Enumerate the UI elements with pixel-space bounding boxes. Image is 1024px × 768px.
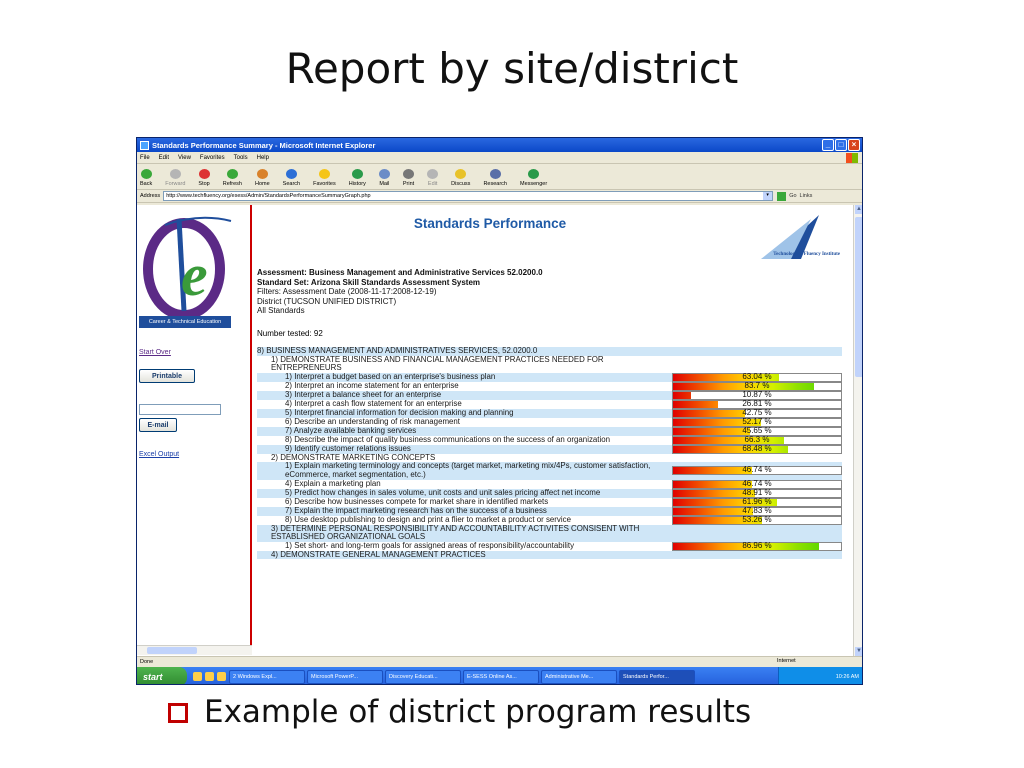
bullet-icon: [168, 703, 188, 723]
menu-item-file[interactable]: File: [140, 154, 150, 161]
standard-label: 1) Explain marketing terminology and concepts (target market, marketing mix/4Ps, customer satisfaction, eCommerce, market segmentation, etc.): [285, 461, 651, 479]
minimize-button[interactable]: _: [822, 139, 834, 151]
status-text: Done: [140, 659, 154, 665]
mail-icon: [379, 169, 390, 179]
messenger-button[interactable]: [520, 169, 547, 187]
address-url: http://www.techfluency.org/esess/Admin/StandardsPerformanceSummaryGraph.php: [166, 193, 371, 199]
vertical-scrollbar[interactable]: [853, 205, 863, 656]
left-panel: [137, 205, 252, 645]
refresh-icon: [227, 169, 238, 179]
slide-title: Report by site/district: [285, 44, 739, 93]
menu-item-edit[interactable]: Edit: [158, 154, 170, 161]
page-content: [137, 205, 863, 656]
status-bar: [137, 656, 863, 667]
standard-label: 9) Identify customer relations issues: [285, 443, 411, 453]
toolbar-label: Home: [255, 181, 270, 187]
taskbar: [137, 667, 863, 685]
toolbar-label: Discuss: [451, 181, 471, 187]
all-standards-line: All Standards: [257, 306, 305, 316]
links-button[interactable]: Links: [799, 193, 813, 199]
standard-label: 1) Interpret a budget based on an enterprise's business plan: [285, 371, 496, 381]
standard-label: 1) DEMONSTRATE BUSINESS AND FINANCIAL MANAGEMENT PRACTICES NEEDED FOR ENTREPRENEURS: [271, 354, 604, 373]
score-label: 66.3 %: [744, 434, 770, 444]
window-title: Standards Performance Summary - Microsoft Internet Explorer: [152, 140, 376, 150]
excel-output-link[interactable]: Excel Output: [139, 451, 180, 458]
edit-icon: [427, 169, 438, 179]
toolbar-label: Print: [402, 181, 415, 187]
standard-label: 3) Interpret a balance sheet for an enterprise: [285, 389, 442, 399]
table-row: [257, 525, 842, 542]
score-label: 63.04 %: [742, 371, 772, 381]
printable-button[interactable]: Printable: [139, 369, 195, 383]
address-input[interactable]: [163, 191, 773, 201]
toolbar-label: Mail: [379, 181, 390, 187]
standard-label: 7) Analyze available banking services: [285, 425, 417, 435]
score-label: 47.83 %: [742, 505, 772, 515]
score-bar: [672, 516, 842, 525]
score-label: 52.17 %: [742, 416, 772, 426]
discuss-button[interactable]: [451, 169, 470, 187]
score-label: 26.81 %: [742, 398, 772, 408]
edit-button[interactable]: [427, 169, 438, 187]
forward-icon: [170, 169, 181, 179]
quick-launch-icon[interactable]: [205, 672, 214, 681]
horizontal-scrollbar[interactable]: [137, 645, 252, 655]
toolbar-label: Edit: [427, 181, 438, 187]
menu-bar: [137, 152, 862, 164]
standards-table: [257, 347, 842, 559]
taskbar-task[interactable]: Microsoft PowerP...: [307, 670, 383, 684]
zone-text: Internet: [777, 658, 796, 664]
district-line: District (TUCSON UNIFIED DISTRICT): [257, 296, 397, 306]
score-label: 46.74 %: [742, 465, 772, 475]
back-icon: [141, 169, 152, 179]
score-label: 10.87 %: [742, 389, 772, 399]
messenger-icon: [528, 169, 539, 179]
score-label: 61.96 %: [742, 496, 772, 506]
go-icon[interactable]: [777, 192, 786, 201]
search-button[interactable]: [283, 169, 300, 187]
score-label: 42.75 %: [742, 407, 772, 417]
table-row: [257, 356, 842, 373]
go-button[interactable]: Go: [789, 193, 797, 199]
menu-item-tools[interactable]: Tools: [233, 154, 248, 161]
forward-button[interactable]: [165, 169, 185, 187]
filters-line: Filters: Assessment Date (2008-11-17:2008-12-19): [257, 287, 437, 297]
standard-label: 1) Set short- and long-term goals for assigned areas of responsibility/accountability: [285, 540, 575, 550]
score-label: 48.91 %: [742, 487, 772, 497]
toolbar-label: Back: [140, 181, 153, 187]
score-label: 68.48 %: [742, 443, 772, 453]
toolbar-label: Refresh: [222, 181, 242, 187]
scroll-up-icon[interactable]: ▲: [856, 206, 862, 212]
search-icon: [286, 169, 297, 179]
menu-item-help[interactable]: Help: [256, 154, 269, 161]
cte-logo: [139, 211, 234, 323]
toolbar-label: Search: [282, 181, 301, 187]
score-label: 53.26 %: [742, 514, 772, 524]
favorites-icon: [319, 169, 330, 179]
browser-toolbar: [137, 164, 862, 190]
number-tested: Number tested: 92: [257, 329, 323, 338]
stop-button[interactable]: [198, 169, 209, 187]
org-name: Technological Fluency Institute: [773, 252, 840, 257]
menu-item-view[interactable]: View: [178, 154, 191, 161]
research-button[interactable]: [483, 169, 507, 187]
standard-label: 4) Interpret a cash flow statement for an enterprise: [285, 398, 462, 408]
score-label: 83.7 %: [744, 380, 770, 390]
research-icon: [490, 169, 501, 179]
toolbar-label: Stop: [198, 181, 210, 187]
standard-label: 7) Explain the impact marketing research has on the success of a business: [285, 505, 547, 515]
caption-text: Example of district program results: [204, 694, 752, 730]
standard-label: 4) Explain a marketing plan: [285, 478, 381, 488]
ie-icon: [140, 141, 149, 150]
start-button[interactable]: start: [137, 667, 187, 685]
taskbar-task[interactable]: Standards Perfor...: [619, 670, 695, 684]
toolbar-label: Research: [483, 181, 507, 187]
home-button[interactable]: [255, 169, 270, 187]
window-titlebar[interactable]: [137, 138, 862, 152]
toolbar-label: Forward: [165, 181, 186, 187]
maximize-button[interactable]: □: [835, 139, 847, 151]
taskbar-task[interactable]: 2 Windows Expl...: [229, 670, 305, 684]
standard-label: 5) Predict how changes in sales volume, unit costs and unit sales pricing affect net income: [285, 487, 601, 497]
score-label: 46.74 %: [742, 478, 772, 488]
print-icon: [403, 169, 414, 179]
scroll-down-icon[interactable]: ▼: [856, 648, 862, 654]
score-bar: [672, 445, 842, 454]
refresh-button[interactable]: [223, 169, 242, 187]
assessment-line: Assessment: Business Management and Administrative Services 52.0200.0: [257, 268, 543, 277]
address-dropdown-icon[interactable]: ▾: [763, 192, 772, 200]
favorites-button[interactable]: [313, 169, 336, 187]
browser-window: [136, 137, 863, 685]
history-button[interactable]: [349, 169, 366, 187]
address-label: Address: [140, 193, 161, 199]
quick-launch: [187, 672, 227, 681]
address-bar: [137, 190, 862, 203]
system-tray: [778, 667, 863, 685]
clock: 10:26 AM: [835, 673, 859, 680]
report-meta: [257, 268, 543, 316]
taskbar-task[interactable]: Administrative Me...: [541, 670, 617, 684]
standard-label: 4) DEMONSTRATE GENERAL MANAGEMENT PRACTICES: [271, 549, 486, 559]
standard-label: 5) Interpret financial information for decision making and planning: [285, 407, 514, 417]
score-label: 45.65 %: [742, 425, 772, 435]
email-button[interactable]: E-mail: [139, 418, 177, 432]
table-row: [257, 462, 842, 479]
toolbar-label: Favorites: [313, 181, 336, 187]
standard-label: 2) DEMONSTRATE MARKETING CONCEPTS: [271, 452, 436, 462]
home-icon: [257, 169, 268, 179]
back-button[interactable]: [140, 169, 152, 187]
standard-label: 8) Use desktop publishing to design and print a flier to market a product or service: [285, 514, 571, 524]
discuss-icon: [455, 169, 466, 179]
standard-label: 8) BUSINESS MANAGEMENT AND ADMINISTRATIVES SERVICES, 52.0200.0: [257, 346, 538, 355]
score-bar: [672, 542, 842, 551]
scroll-thumb[interactable]: [855, 217, 863, 377]
page-title: Standards Performance: [413, 216, 567, 231]
windows-logo-icon: [846, 153, 858, 163]
mail-button[interactable]: [379, 169, 390, 187]
start-over-link[interactable]: Start Over: [139, 349, 171, 356]
menu-item-favorites[interactable]: Favorites: [199, 154, 225, 161]
standard-label: 2) Interpret an income statement for an enterprise: [285, 380, 459, 390]
print-button[interactable]: [403, 169, 414, 187]
logo-letter: e: [181, 242, 208, 308]
standard-label: 3) DETERMINE PERSONAL RESPONSIBILITY AND ACCOUNTABILITY ACTIVITES CONSISENT WITH ESTABLISHED ORGANIZATIONAL GOALS: [271, 523, 640, 542]
logo-caption: Career & Technical Education: [139, 316, 231, 328]
standard-label: 6) Describe an understanding of risk management: [285, 416, 461, 426]
score-label: 86.96 %: [742, 540, 772, 550]
standard-label: 6) Describe how businesses compete for market share in identified markets: [285, 496, 549, 506]
standard-set-line: Standard Set: Arizona Skill Standards Assessment System: [257, 277, 481, 287]
score-bar: [672, 466, 842, 475]
report-area: [255, 205, 851, 656]
quick-launch-icon[interactable]: [217, 672, 226, 681]
standard-label: 8) Describe the impact of quality business communications on the success of an organization: [285, 434, 610, 444]
toolbar-label: Messenger: [519, 181, 548, 187]
taskbar-task[interactable]: E-SESS Online As...: [463, 670, 539, 684]
quick-launch-icon[interactable]: [193, 672, 202, 681]
slide-caption: [168, 694, 751, 730]
history-icon: [352, 169, 363, 179]
toolbar-label: History: [348, 181, 366, 187]
close-button[interactable]: ×: [848, 139, 860, 151]
table-row: [257, 551, 842, 560]
taskbar-task[interactable]: Discovery Educati...: [385, 670, 461, 684]
stop-icon: [199, 169, 210, 179]
email-field[interactable]: [139, 404, 221, 415]
